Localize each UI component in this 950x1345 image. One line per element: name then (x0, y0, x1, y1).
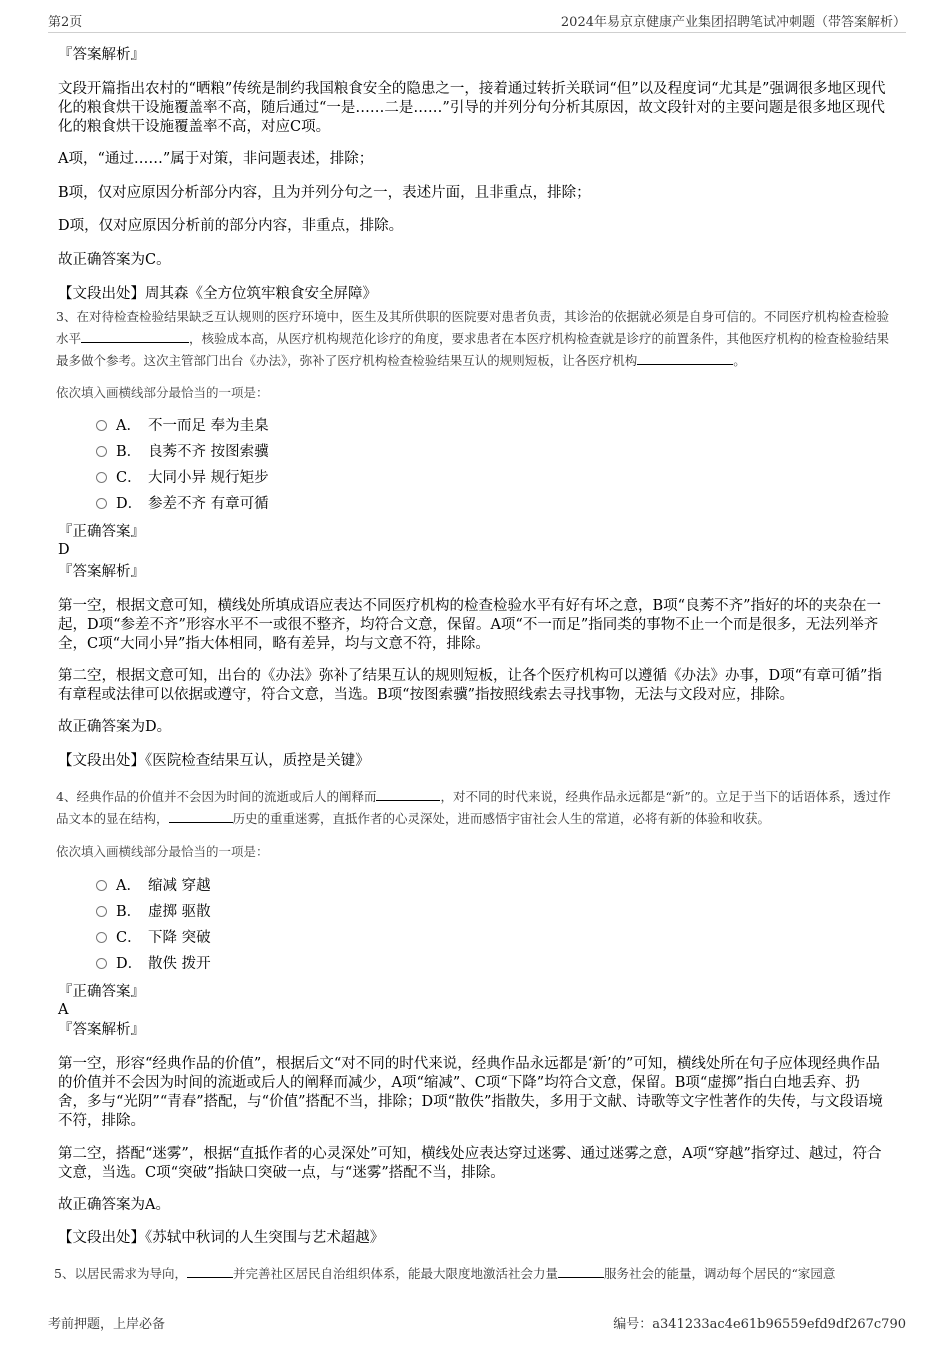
correct-answer: A (58, 1002, 69, 1018)
page-header (48, 10, 906, 33)
fill-blank (376, 799, 440, 801)
fill-blank (558, 1276, 604, 1278)
fill-blank (169, 821, 233, 823)
correct-answer-label: 『正确答案』 (58, 984, 145, 1000)
analysis-label: 『答案解析』 (58, 47, 145, 63)
passage-source: 【文段出处】《医院检查结果互认，质控是关键》 (58, 753, 370, 769)
option-c[interactable]: C． 大同小异 规行矩步 (96, 469, 269, 488)
option-a[interactable]: A． 缩减 穿越 (96, 877, 211, 896)
document-title: 2024年易京京健康产业集团招聘笔试冲刺题（带答案解析） (560, 15, 906, 30)
footer-slogan: 考前押题，上岸必备 (48, 1317, 166, 1332)
answer-conclusion: 故正确答案为A。 (58, 1197, 170, 1213)
fill-blank (187, 1276, 233, 1278)
analysis-paragraph-1: 第一空，根据文意可知，横线处所填成语应表达不同医疗机构的检查检验水平有好有坏之意，B项“良莠不齐”指好的坏的夹杂在一起，D项“参差不齐”形容水平不一或很不整齐，均符合文意，保留。A项“不一而足”指同类的事物不止一个而是很多，无法列举齐全，C项“大同小异”指大体相同，略有差异，均与文意不符，排除。 (58, 598, 881, 652)
correct-answer-label: 『正确答案』 (58, 524, 145, 540)
passage-source: 【文段出处】《苏轼中秋词的人生突围与艺术超越》 (58, 1230, 385, 1246)
question-instruction: 依次填入画横线部分最恰当的一项是： (56, 385, 269, 400)
option-b[interactable]: B． 良莠不齐 按图索骥 (96, 443, 269, 462)
analysis-option-b: B项，仅对应原因分析部分内容，且为并列分句之一，表述片面，且非重点，排除； (58, 185, 591, 201)
fill-blank (637, 363, 733, 365)
radio-icon[interactable] (96, 420, 107, 431)
question-stem: 3、在对待检查检验结果缺乏互认规则的医疗环境中，医生及其所供职的医院要对患者负责，其诊治的依据就必须是自身可信的。不同医疗机构检查检验水平 ，核验成本高，从医疗机构规范化诊疗的角度，要求患者在本医疗机构检查就是诊疗的前置条件，其他医疗机构的检查检验结果最多做个参考。这次主管部门出台《办法》，弥补了医疗机构检查检验结果互认的规则短板，让各医疗机构 。 (56, 309, 890, 368)
option-d[interactable]: D． 参差不齐 有章可循 (96, 495, 269, 514)
page-number: 第2页 (48, 15, 83, 30)
option-c[interactable]: C． 下降 突破 (96, 929, 211, 948)
analysis-label: 『答案解析』 (58, 564, 145, 580)
analysis-paragraph-2: 第二空，搭配“迷雾”，根据“直抵作者的心灵深处”可知，横线处应表达穿过迷雾、通过迷雾之意，A项“穿越”指穿过、越过，符合文意，当选。C项“突破”指缺口突破一点，与“迷雾”搭配不当，排除。 (58, 1146, 882, 1181)
option-a[interactable]: A． 不一而足 奉为圭臬 (96, 417, 269, 436)
analysis-paragraph: 文段开篇指出农村的“晒粮”传统是制约我国粮食安全的隐患之一，接着通过转折关联词“但”以及程度词“尤其是”强调很多地区现代化的粮食烘干设施覆盖率不高，随后通过“一是……二是……”引导的并列分句分析其原因，故文段针对的主要问题是很多地区现代化的粮食烘干设施覆盖率不高，对应C项。 (58, 81, 886, 135)
document-code: 编号：a341233ac4e61b96559efd9df267c790 (613, 1317, 906, 1332)
analysis-option-d: D项，仅对应原因分析前的部分内容，非重点，排除。 (58, 218, 404, 234)
answer-conclusion: 故正确答案为C。 (58, 252, 171, 268)
radio-icon[interactable] (96, 958, 107, 969)
analysis-option-a: A项，“通过……”属于对策，非问题表述，排除； (58, 151, 374, 167)
analysis-paragraph-1: 第一空，形容“经典作品的价值”，根据后文“对不同的时代来说，经典作品永远都是‘新’的”可知，横线处所在句子应体现经典作品的价值并不会因为时间的流逝或后人的阐释而减少，A项“缩减”、C项“下降”均符合文意，保留。B项“虚掷”指白白地丢弃、扔舍，多与“光阴”“青春”搭配，与“价值”搭配不当，排除；D项“散佚”指散失，多用于文献、诗歌等文字性著作的失传，与文段语境不符，排除。 (58, 1056, 883, 1129)
radio-icon[interactable] (96, 906, 107, 917)
radio-icon[interactable] (96, 932, 107, 943)
question-stem: 5、以居民需求为导向， 并完善社区居民自治组织体系，能最大限度地激活社会力量 服务社会的能量，调动每个居民的“家园意 (54, 1266, 836, 1281)
answer-conclusion: 故正确答案为D。 (58, 719, 172, 735)
question-instruction: 依次填入画横线部分最恰当的一项是： (56, 844, 269, 859)
analysis-label: 『答案解析』 (58, 1022, 145, 1038)
option-b[interactable]: B． 虚掷 驱散 (96, 903, 211, 922)
analysis-paragraph-2: 第二空，根据文意可知，出台的《办法》弥补了结果互认的规则短板，让各个医疗机构可以遵循《办法》办事，D项“有章可循”指有章程或法律可以依据或遵守，符合文意，当选。B项“按图索骥”指按照线索去寻找事物，无法与文段对应，排除。 (58, 668, 882, 703)
radio-icon[interactable] (96, 498, 107, 509)
correct-answer: D (58, 542, 70, 558)
page-footer (48, 1313, 906, 1332)
radio-icon[interactable] (96, 472, 107, 483)
fill-blank (81, 341, 189, 343)
radio-icon[interactable] (96, 446, 107, 457)
option-d[interactable]: D． 散佚 拨开 (96, 955, 211, 974)
radio-icon[interactable] (96, 880, 107, 891)
passage-source: 【文段出处】周其森《全方位筑牢粮食安全屏障》 (58, 286, 377, 302)
question-stem: 4、经典作品的价值并不会因为时间的流逝或后人的阐释而 ，对不同的时代来说，经典作品永远都是“新”的。立足于当下的话语体系，透过作品文本的显在结构， 历史的重重迷雾，直抵作者的心灵深处，进而感悟宇宙社会人生的常道，必将有新的体验和收获。 (56, 789, 891, 826)
